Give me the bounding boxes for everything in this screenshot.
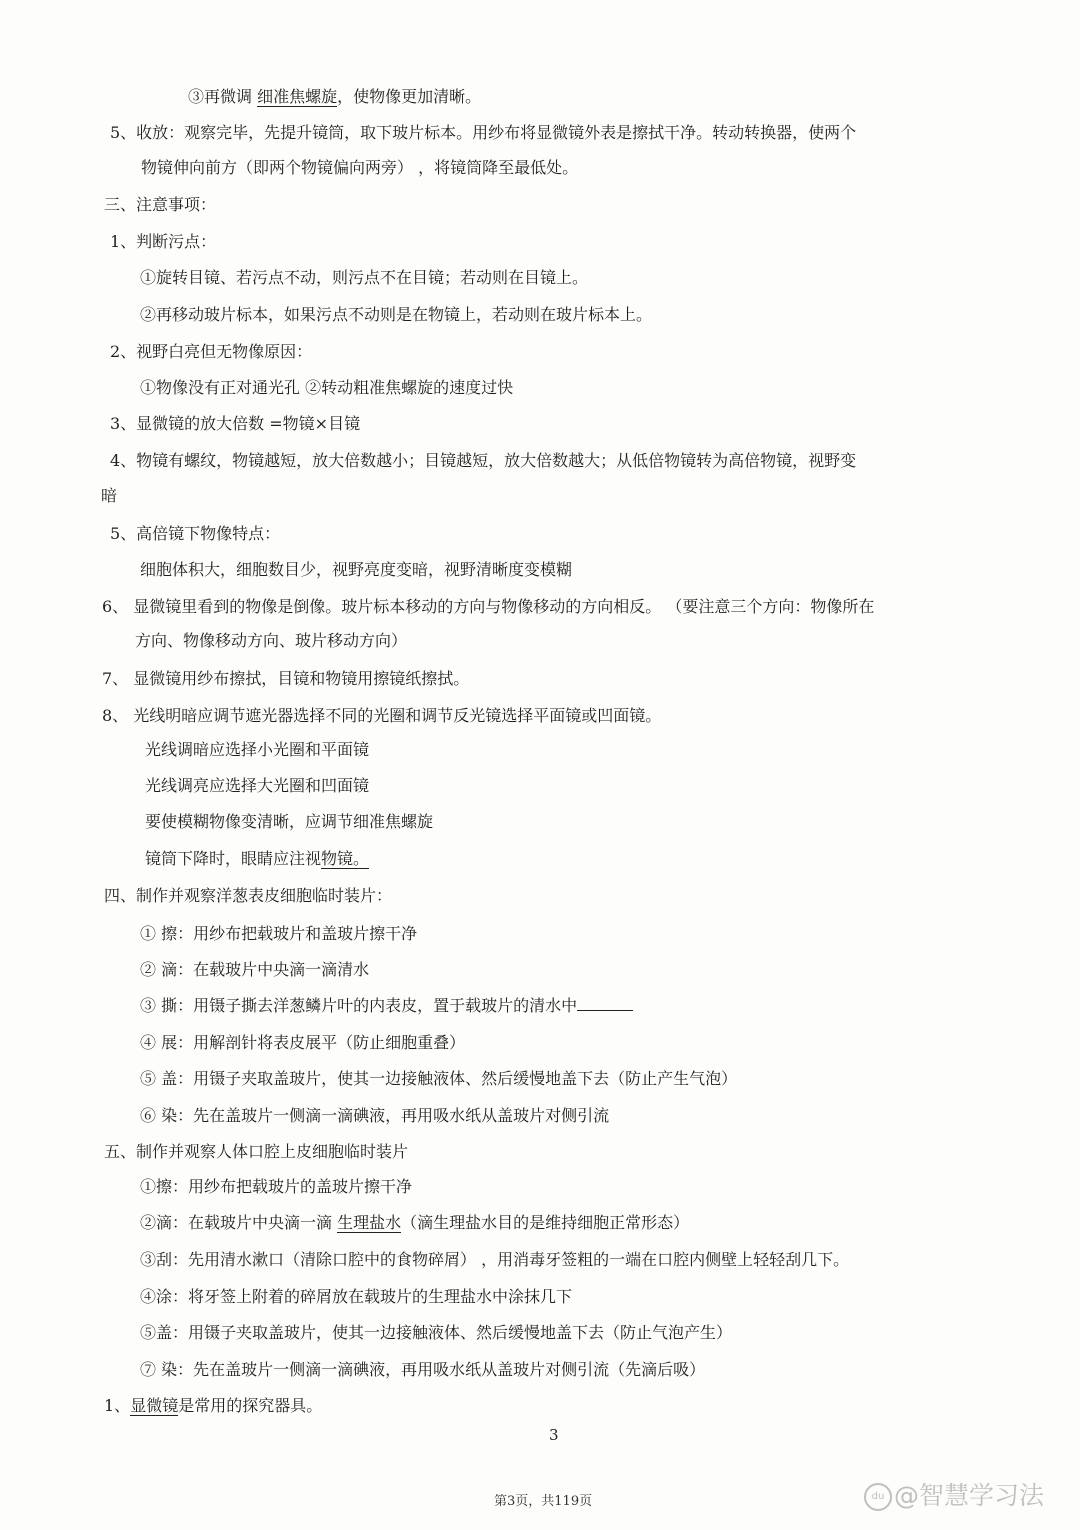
- page-number: 3: [549, 1426, 559, 1444]
- text-line: ⑤ 盖：用镊子夹取盖玻片，使其一边接触液体、然后缓慢地盖下去（防止产生气泡）: [140, 1069, 738, 1088]
- text-line: ⑦ 染：先在盖玻片一侧滴一滴碘液，再用吸水纸从盖玻片对侧引流（先滴后吸）: [140, 1360, 706, 1379]
- text-line: 物镜伸向前方（即两个物镜偏向两旁） ，将镜筒降至最低处。: [141, 158, 579, 177]
- text-line: 3、显微镜的放大倍数 =物镜×目镜: [110, 414, 361, 433]
- text-line: 要使模糊物像变清晰，应调节细准焦螺旋: [145, 812, 434, 831]
- text-line: 细胞体积大，细胞数目少，视野亮度变暗，视野清晰度变模糊: [140, 560, 573, 579]
- text-line: 1、显微镜是常用的探究器具。: [104, 1396, 323, 1415]
- text-line: ① 擦：用纱布把载玻片和盖玻片擦干净: [140, 924, 418, 943]
- text-line: 1、判断污点：: [110, 232, 217, 251]
- text-line: 方向、物像移动方向、玻片移动方向）: [135, 631, 408, 650]
- text-line: ①旋转目镜、若污点不动，则污点不在目镜；若动则在目镜上。: [140, 268, 589, 287]
- text-line: 暗: [101, 486, 118, 505]
- text-line: 8、 光线明暗应调节遮光器选择不同的光圈和调节反光镜选择平面镜或凹面镜。: [102, 706, 662, 725]
- text-line: ③刮：先用清水漱口（清除口腔中的食物碎屑） ，用消毒牙签粗的一端在口腔内侧壁上轻轻刮几下。: [140, 1250, 850, 1269]
- text-line: 2、视野白亮但无物像原因：: [110, 342, 313, 361]
- text-line: 光线调暗应选择小光圈和平面镜: [145, 740, 370, 759]
- fill-blank: [577, 996, 633, 1011]
- text-line: ①擦：用纱布把载玻片的盖玻片擦干净: [140, 1177, 413, 1196]
- text-line: ⑤盖：用镊子夹取盖玻片，使其一边接触液体、然后缓慢地盖下去（防止气泡产生）: [140, 1323, 733, 1342]
- text-line: ⑥ 染：先在盖玻片一侧滴一滴碘液，再用吸水纸从盖玻片对侧引流: [140, 1106, 610, 1125]
- section-heading: 五、制作并观察人体口腔上皮细胞临时装片: [104, 1142, 409, 1161]
- text-line: ④涂：将牙签上附着的碎屑放在载玻片的生理盐水中涂抹几下: [140, 1287, 573, 1306]
- text-line: ③再微调 细准焦螺旋，使物像更加清晰。: [188, 87, 482, 106]
- text-line: 7、 显微镜用纱布擦拭，目镜和物镜用擦镜纸擦拭。: [102, 669, 470, 688]
- text-line: 5、收放：观察完毕，先提升镜筒，取下玻片标本。用纱布将显微镜外表是擦拭干净。转动转换器，使两个: [110, 123, 857, 142]
- page-footer: 第3页，共119页: [494, 1494, 593, 1509]
- watermark: du @智慧学习法: [864, 1476, 1044, 1512]
- text-line: ③ 撕：用镊子撕去洋葱鳞片叶的内表皮，置于载玻片的清水中: [140, 995, 633, 1017]
- watermark-logo-icon: du: [864, 1483, 892, 1511]
- text-line: ①物像没有正对通光孔 ②转动粗准焦螺旋的速度过快: [140, 378, 514, 397]
- text-line: ② 滴：在载玻片中央滴一滴清水: [140, 960, 370, 979]
- text-line: 镜筒下降时，眼睛应注视物镜。: [145, 849, 370, 868]
- text-line: 光线调亮应选择大光圈和凹面镜: [145, 776, 370, 795]
- text-line: 5、高倍镜下物像特点：: [110, 524, 281, 543]
- text-line: 6、 显微镜里看到的物像是倒像。玻片标本移动的方向与物像移动的方向相反。 （要注意三个方向：物像所在: [102, 597, 875, 616]
- section-heading: 四、制作并观察洋葱表皮细胞临时装片：: [104, 886, 393, 905]
- text-line: 4、物镜有螺纹，物镜越短，放大倍数越小；目镜越短，放大倍数越大；从低倍物镜转为高倍物镜，视野变: [110, 451, 857, 470]
- text-line: ④ 展：用解剖针将表皮展平（防止细胞重叠）: [140, 1033, 466, 1052]
- text-line: ②再移动玻片标本，如果污点不动则是在物镜上，若动则在玻片标本上。: [140, 305, 653, 324]
- text-line: ②滴：在载玻片中央滴一滴 生理盐水（滴生理盐水目的是维持细胞正常形态）: [140, 1213, 690, 1232]
- section-heading: 三、注意事项：: [104, 195, 217, 214]
